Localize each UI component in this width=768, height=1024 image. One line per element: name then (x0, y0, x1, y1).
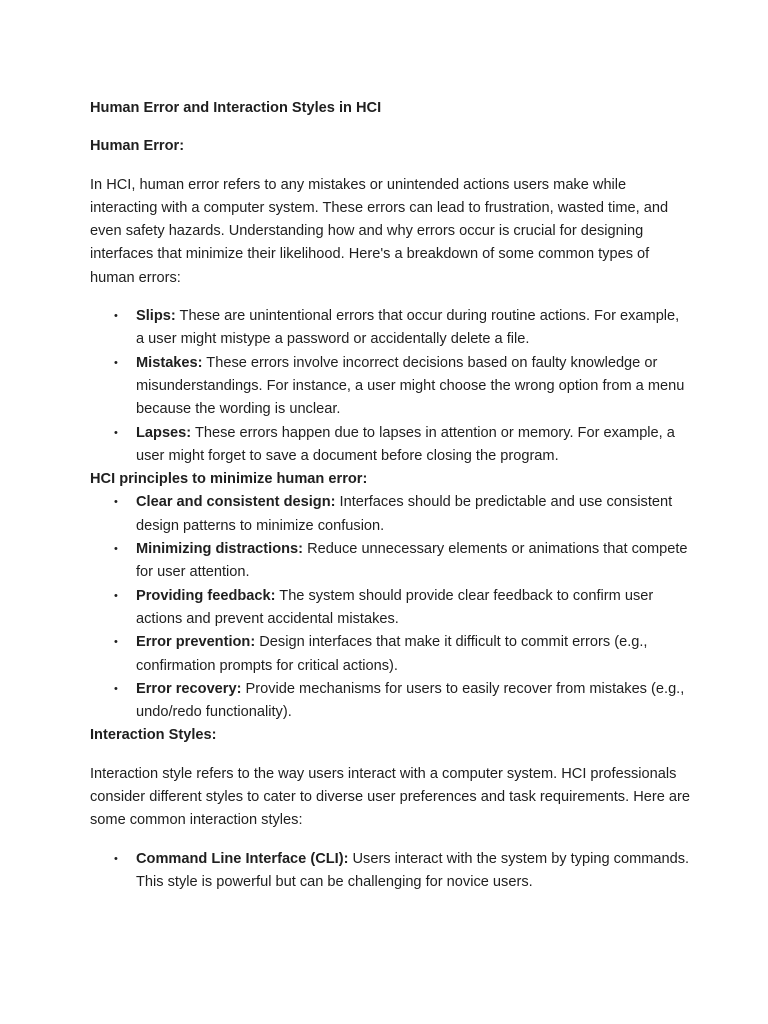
list-item-term: Slips: (136, 308, 176, 325)
list-item-term: Minimizing distractions: (136, 541, 304, 558)
list-item-term: Mistakes: (136, 354, 203, 371)
bullet-icon: • (114, 852, 118, 865)
human-error-heading: Human Error: (90, 138, 185, 155)
list-item (114, 631, 690, 678)
list-item-term: Lapses: (136, 424, 192, 441)
list-item-term: Clear and consistent design: (136, 494, 336, 511)
bullet-icon: • (114, 426, 118, 439)
principles-heading: HCI principles to minimize human error: (90, 471, 368, 488)
list-item-text: Users interact with the system by typing commands. This style is powerful but can be challenging for novice users. (136, 850, 690, 890)
list-item (114, 678, 690, 725)
interaction-styles-list (90, 848, 690, 895)
list-item (114, 491, 690, 538)
list-item-term: Providing feedback: (136, 587, 276, 604)
bullet-icon: • (114, 589, 118, 602)
document-title: Human Error and Interaction Styles in HCI (90, 100, 382, 116)
document-page (90, 97, 690, 894)
list-item-text: The system should provide clear feedback to confirm user actions and prevent accidental mistakes. (136, 587, 654, 627)
list-item-text: Provide mechanisms for users to easily recover from mistakes (e.g., undo/redo functionality). (136, 680, 685, 721)
principles-list (90, 491, 690, 724)
list-item-text: Design interfaces that make it difficult to commit errors (e.g., confirmation prompts for critical actions). (136, 634, 648, 674)
list-item-term: Error prevention: (136, 634, 256, 651)
list-item (114, 352, 690, 422)
bullet-icon: • (114, 682, 118, 695)
list-item (114, 422, 690, 469)
interaction-styles-heading: Interaction Styles: (90, 727, 217, 744)
bullet-icon: • (114, 310, 118, 323)
bullet-icon: • (114, 543, 118, 556)
error-types-list (90, 305, 690, 468)
bullet-icon: • (114, 356, 118, 369)
list-item (114, 585, 690, 632)
list-item-text: These errors happen due to lapses in attention or memory. For example, a user might forget to save a document before closing the program. (136, 424, 675, 464)
list-item-text: These errors involve incorrect decisions based on faulty knowledge or misunderstandings. For instance, a user might choose the wrong option from a menu because the wording is unclear. (136, 354, 685, 418)
list-item-term: Command Line Interface (CLI): (136, 850, 349, 867)
list-item-text: Interfaces should be predictable and use consistent design patterns to minimize confusion. (136, 494, 673, 534)
list-item-text: Reduce unnecessary elements or animations that compete for user attention. (136, 541, 688, 581)
bullet-icon: • (114, 636, 118, 649)
list-item (114, 305, 690, 352)
list-item (114, 538, 690, 585)
human-error-intro: In HCI, human error refers to any mistakes or unintended actions users make while interacting with a computer system. These errors can lead to frustration, wasted time, and even safety hazards. Understanding how and why errors occur is crucial for designing interfaces that minimize their likelihood. Here's a breakdown of some common types of human errors: (90, 176, 669, 286)
list-item (114, 848, 690, 895)
list-item-text: These are unintentional errors that occur during routine actions. For example, a user might mistype a password or accidentally delete a file. (136, 308, 680, 348)
bullet-icon: • (114, 496, 118, 509)
list-item-term: Error recovery: (136, 680, 242, 697)
interaction-styles-intro: Interaction style refers to the way users interact with a computer system. HCI professionals consider different styles to cater to diverse user preferences and task requirements. Here are some common interaction styles: (90, 765, 690, 829)
